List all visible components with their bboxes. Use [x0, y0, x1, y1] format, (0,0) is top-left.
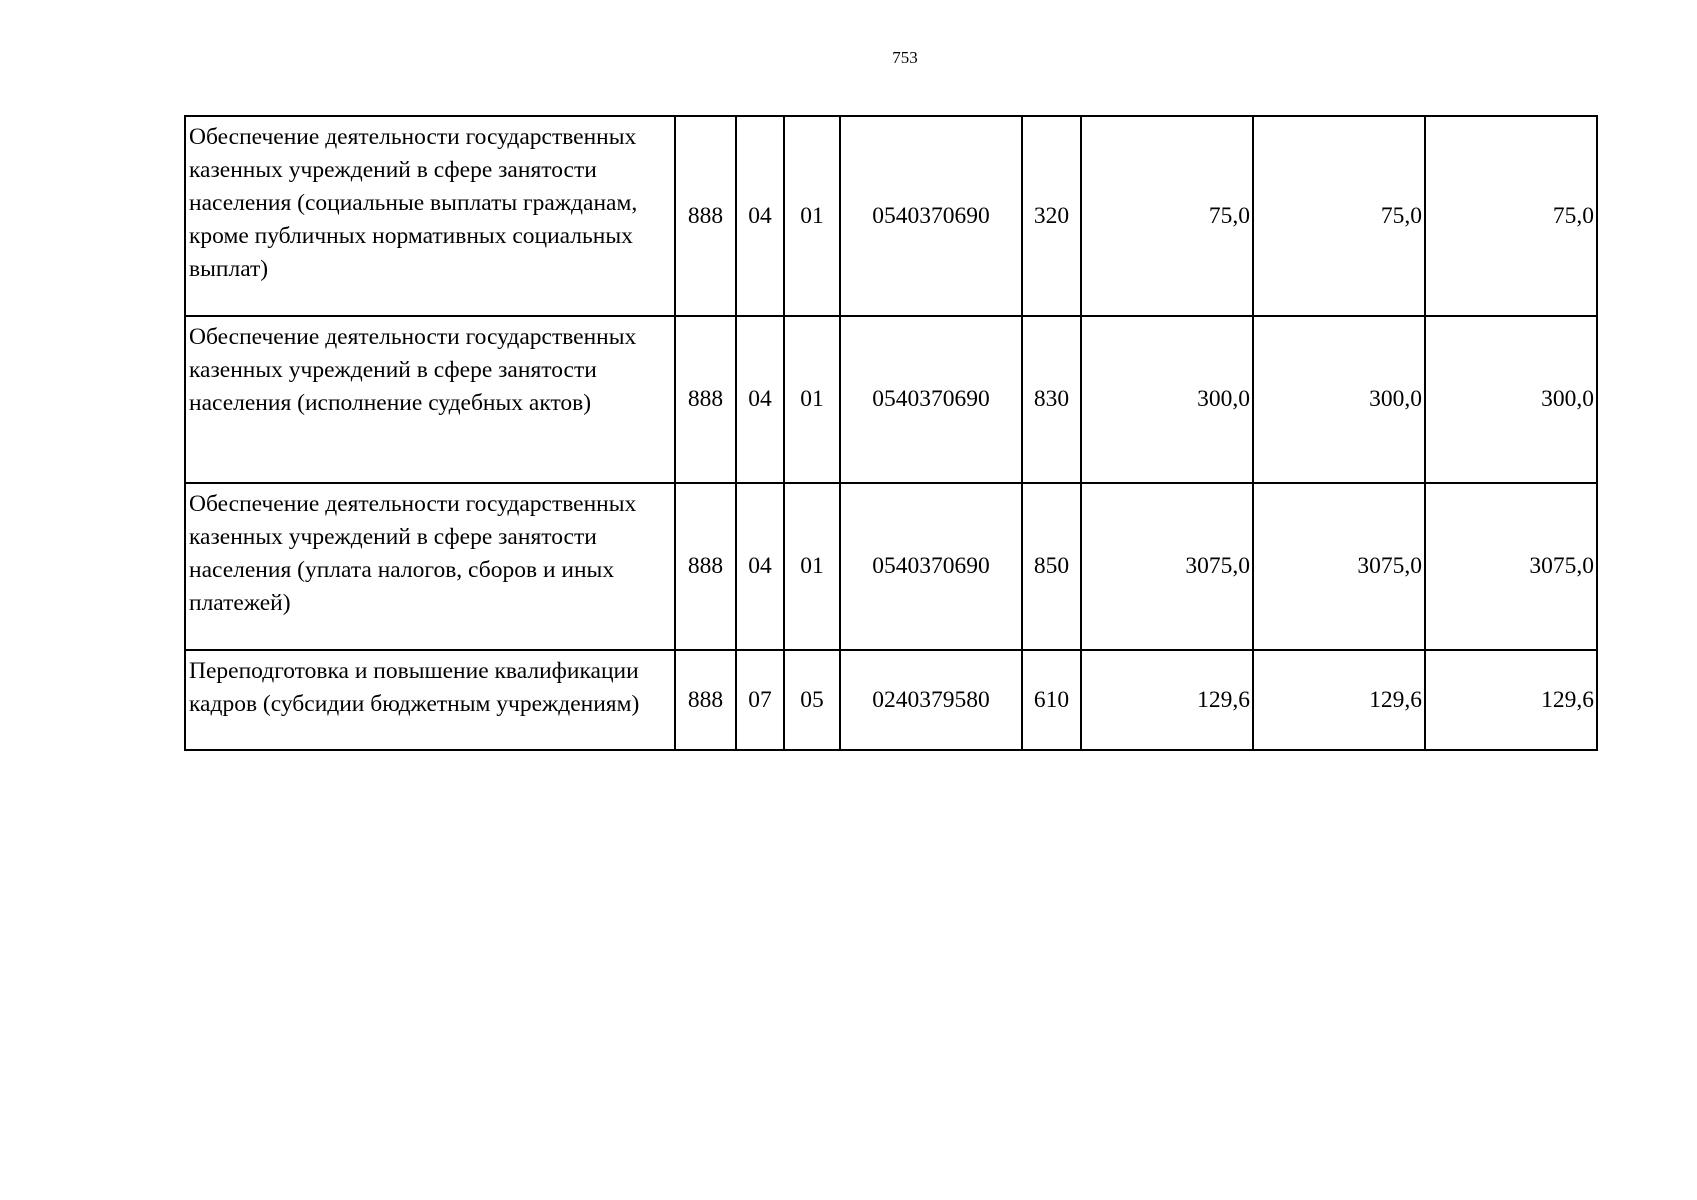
section-code: 04	[736, 316, 784, 483]
row-description: Переподготовка и повышение квалификации кадров (субсидии бюджетным учреждениям)	[185, 650, 675, 750]
section-code: 04	[736, 116, 784, 316]
ministry-code: 888	[675, 650, 736, 750]
table-row	[185, 483, 1597, 650]
amount-1: 75,0	[1081, 116, 1253, 316]
amount-1: 3075,0	[1081, 483, 1253, 650]
table-row	[185, 316, 1597, 483]
subsection-code: 05	[784, 650, 840, 750]
expense-type-code: 850	[1022, 483, 1081, 650]
amount-2: 129,6	[1253, 650, 1425, 750]
target-article-code: 0540370690	[840, 116, 1022, 316]
expense-type-code: 610	[1022, 650, 1081, 750]
row-description: Обеспечение деятельности государственных казенных учреждений в сфере занятости населения (исполнение судебных актов)	[185, 316, 675, 483]
ministry-code: 888	[675, 316, 736, 483]
amount-3: 75,0	[1425, 116, 1597, 316]
ministry-code: 888	[675, 116, 736, 316]
section-code: 04	[736, 483, 784, 650]
subsection-code: 01	[784, 483, 840, 650]
subsection-code: 01	[784, 316, 840, 483]
amount-1: 129,6	[1081, 650, 1253, 750]
table-row	[185, 116, 1597, 316]
budget-table	[184, 115, 1598, 751]
target-article-code: 0540370690	[840, 316, 1022, 483]
row-description: Обеспечение деятельности государственных казенных учреждений в сфере занятости населения (уплата налогов, сборов и иных платежей)	[185, 483, 675, 650]
target-article-code: 0240379580	[840, 650, 1022, 750]
amount-2: 3075,0	[1253, 483, 1425, 650]
amount-3: 3075,0	[1425, 483, 1597, 650]
expense-type-code: 830	[1022, 316, 1081, 483]
target-article-code: 0540370690	[840, 483, 1022, 650]
amount-3: 129,6	[1425, 650, 1597, 750]
section-code: 07	[736, 650, 784, 750]
table-row	[185, 650, 1597, 750]
amount-2: 300,0	[1253, 316, 1425, 483]
amount-1: 300,0	[1081, 316, 1253, 483]
subsection-code: 01	[784, 116, 840, 316]
row-description: Обеспечение деятельности государственных казенных учреждений в сфере занятости населения (социальные выплаты гражданам, кроме публичных нормативных социальных выплат)	[185, 116, 675, 316]
amount-3: 300,0	[1425, 316, 1597, 483]
page-number: 753	[892, 48, 918, 67]
ministry-code: 888	[675, 483, 736, 650]
expense-type-code: 320	[1022, 116, 1081, 316]
amount-2: 75,0	[1253, 116, 1425, 316]
